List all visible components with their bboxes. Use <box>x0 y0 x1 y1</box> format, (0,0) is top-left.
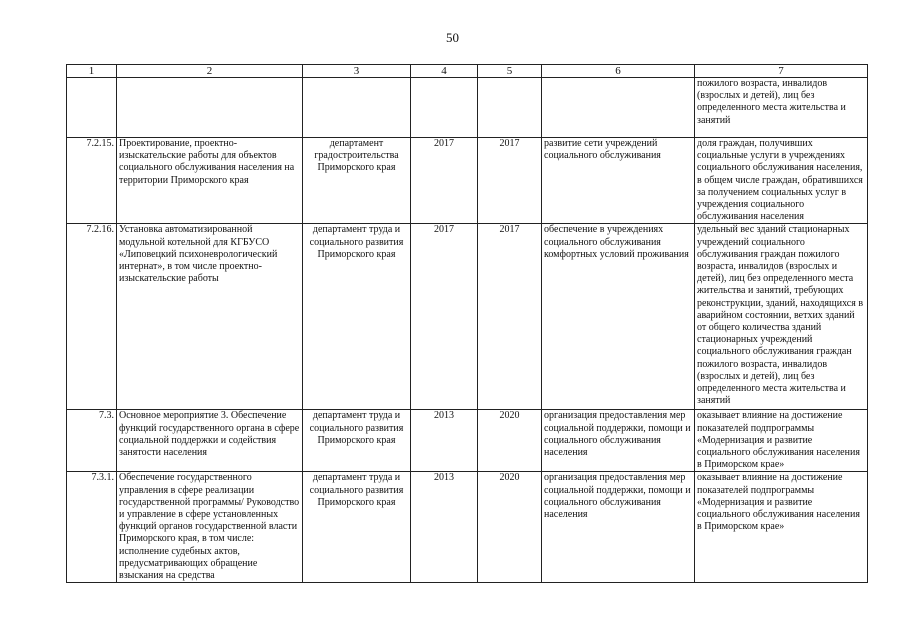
start-year-cell: 2017 <box>411 224 478 410</box>
end-year-cell: 2020 <box>478 410 542 472</box>
activity-name-cell: Проектирование, проектно-изыскательские работы для объектов социального обслуживания населения на территории Приморского края <box>117 138 303 224</box>
start-year-cell: 2013 <box>411 410 478 472</box>
activity-name-cell: Установка автоматизированной модульной котельной для КГБУСО «Липовецкий психоневрологический интернат», в том числе проектно-изыскательские работы <box>117 224 303 410</box>
column-header-2: 2 <box>117 65 303 78</box>
table-row <box>67 138 868 224</box>
column-header-4: 4 <box>411 65 478 78</box>
activity-name-cell: Основное мероприятие 3. Обеспечение функций государственного органа в сфере социальной поддержки и содействия занятости населения <box>117 410 303 472</box>
executor-cell: департамент труда и социального развития Приморского края <box>303 410 411 472</box>
indicator-cell: оказывает влияние на достижение показателей подпрограммы «Модернизация и развитие социального обслуживания населения в Приморском крае» <box>695 472 868 583</box>
row-number-cell: 7.3.1. <box>67 472 117 583</box>
expected-result-cell: обеспечение в учреждениях социального обслуживания комфортных условий проживания <box>542 224 695 410</box>
indicator-cell: пожилого возраста, инвалидов (взрослых и детей), лиц без определенного места жительства и занятий <box>695 78 868 138</box>
executor-cell <box>303 78 411 138</box>
column-header-6: 6 <box>542 65 695 78</box>
executor-cell: департамент градостроительства Приморского края <box>303 138 411 224</box>
end-year-cell: 2017 <box>478 138 542 224</box>
column-header-3: 3 <box>303 65 411 78</box>
program-activities-table <box>66 64 868 583</box>
row-number-cell: 7.3. <box>67 410 117 472</box>
expected-result-cell: развитие сети учреждений социального обслуживания <box>542 138 695 224</box>
page-number: 50 <box>446 30 459 45</box>
table-row <box>67 472 868 583</box>
expected-result-cell: организация предоставления мер социальной поддержки, помощи и социального обслуживания населения <box>542 410 695 472</box>
expected-result-cell: организация предоставления мер социальной поддержки, помощи и социального обслуживания населения <box>542 472 695 583</box>
expected-result-cell <box>542 78 695 138</box>
row-number-cell <box>67 78 117 138</box>
column-header-7: 7 <box>695 65 868 78</box>
table-header-row <box>67 65 868 78</box>
end-year-cell: 2020 <box>478 472 542 583</box>
start-year-cell: 2013 <box>411 472 478 583</box>
table-row <box>67 78 868 138</box>
activity-name-cell <box>117 78 303 138</box>
end-year-cell <box>478 78 542 138</box>
executor-cell: департамент труда и социального развития Приморского края <box>303 224 411 410</box>
indicator-cell: доля граждан, получивших социальные услуги в учреждениях социального обслуживания населения, в общем числе граждан, обратившихся за получением социальных услуг в учреждения социального обслуживания населения <box>695 138 868 224</box>
start-year-cell: 2017 <box>411 138 478 224</box>
end-year-cell: 2017 <box>478 224 542 410</box>
start-year-cell <box>411 78 478 138</box>
table-row <box>67 224 868 410</box>
activity-name-cell: Обеспечение государственного управления в сфере реализации государственной программы/ Руководство и управление в сфере установленных функций органов государственной власти Приморского края, в том числе: исполнение судебных актов, предусматривающих обращение взыскания на средства <box>117 472 303 583</box>
column-header-5: 5 <box>478 65 542 78</box>
table-row <box>67 410 868 472</box>
indicator-cell: удельный вес зданий стационарных учреждений социального обслуживания граждан пожилого возраста, инвалидов (взрослых и детей), лиц без определенного места жительства и занятий, требующих реконструкции, зданий, находящихся в аварийном состоянии, ветхих зданий от общего количества зданий стационарных учреждений социального обслуживания граждан пожилого возраста, инвалидов (взрослых и детей), лиц без определенного места жительства и занятий <box>695 224 868 410</box>
column-header-1: 1 <box>67 65 117 78</box>
executor-cell: департамент труда и социального развития Приморского края <box>303 472 411 583</box>
row-number-cell: 7.2.15. <box>67 138 117 224</box>
row-number-cell: 7.2.16. <box>67 224 117 410</box>
indicator-cell: оказывает влияние на достижение показателей подпрограммы «Модернизация и развитие социального обслуживания населения в Приморском крае» <box>695 410 868 472</box>
